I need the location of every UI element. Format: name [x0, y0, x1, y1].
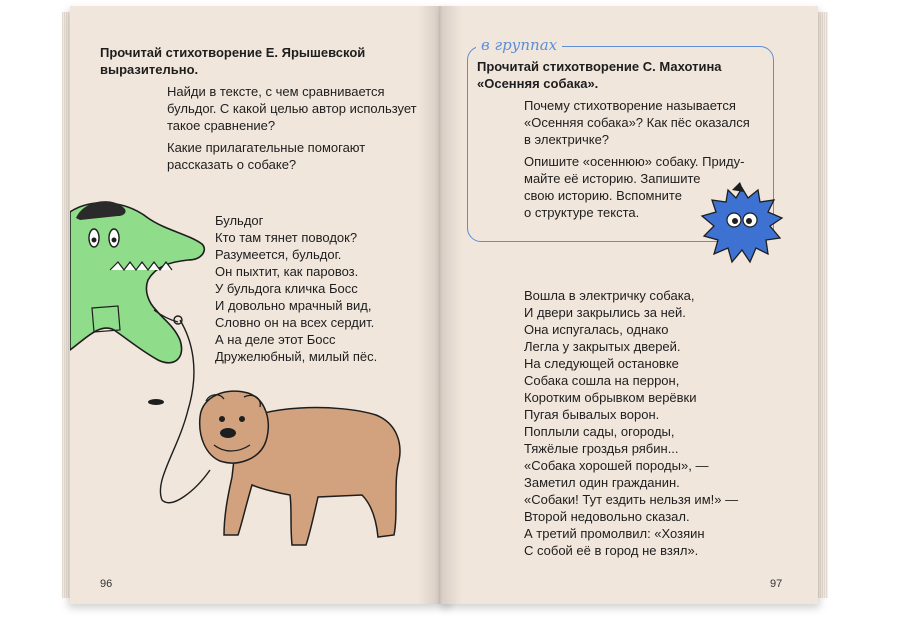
page-number-right: 97: [770, 578, 783, 590]
bulldog-illustration: [198, 385, 413, 560]
left-question-2: Какие прилагательные помогают рассказать о собаке?: [167, 140, 366, 172]
left-question-1: Найди в тексте, с чем сравнивается бульдог. С какой целью автор использует такое сравнение?: [167, 84, 417, 133]
page-edges-right: [818, 12, 828, 598]
book-gutter: [418, 6, 462, 604]
page-edges-left: [62, 12, 70, 598]
group-label: в группах: [476, 36, 562, 54]
left-task-title: Прочитай стихотворение Е. Ярышевской выразительно.: [100, 45, 366, 77]
blue-creature-illustration: [696, 180, 788, 272]
right-question-1: Почему стихотворение называется «Осенняя собака»? Как пёс оказался в электричке?: [524, 98, 750, 147]
right-poem: Вошла в электричку собака, И двери закрылись за ней. Она испугалась, однако Легла у закрытых дверей. На следующей остановке Собака сошла на перрон, Коротким обрывком верёвки Пугая бывалых ворон. Поплыли сады, огороды, Тяжёлые гроздья рябин... «Собака хорошей породы», — Заметил один гражданин. «Собаки! Тут ездить нельзя им!» — Второй недовольно сказал. А третий промолвил: «Хозяин С собой её в город не взял».: [524, 288, 739, 558]
right-question-2: Опишите «осеннюю» собаку. Приду- майте её историю. Запишите свою историю. Вспомните о структуре текста.: [524, 154, 745, 220]
right-task-title: Прочитай стихотворение С. Махотина «Осенняя собака».: [477, 59, 722, 91]
left-poem: Бульдог Кто там тянет поводок? Разумеется, бульдог. Он пыхтит, как паровоз. У бульдога кличка Босс И довольно мрачный вид, Словно он на всех сердит. А на деле этот Босс Дружелюбный, милый пёс.: [215, 213, 378, 364]
page-number-left: 96: [100, 578, 113, 590]
